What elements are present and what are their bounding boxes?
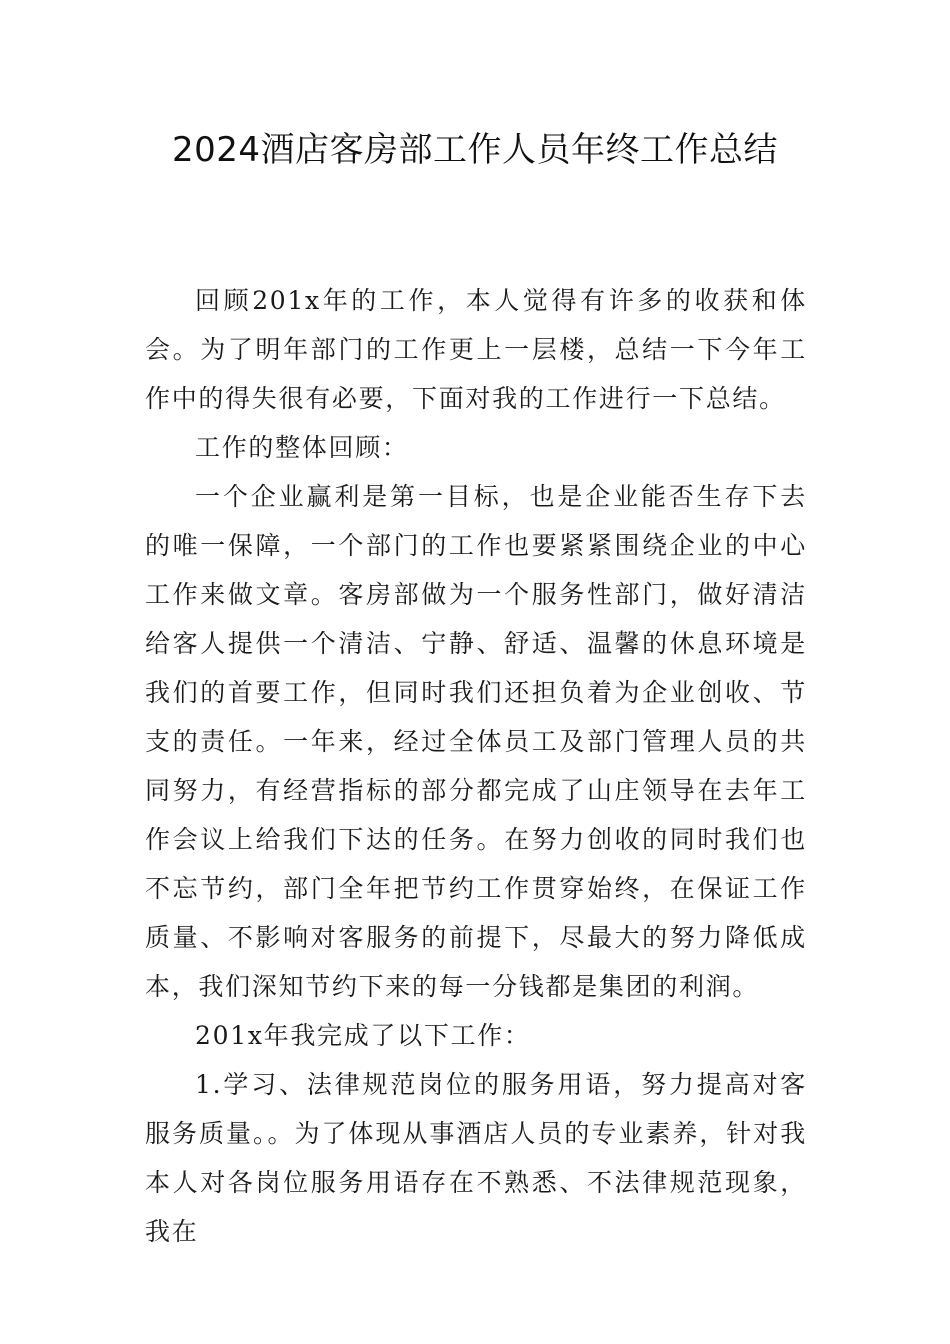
paragraph-item-1: 1.学习、法律规范岗位的服务用语，努力提高对客服务质量。。为了体现从事酒店人员的专业素养，针对我本人对各岗位服务用语存在不熟悉、不法律规范现象，我在 xyxy=(145,1070,807,1246)
paragraph-overall-review-heading: 工作的整体回顾： xyxy=(195,433,409,462)
paragraph-review-intro: 回顾201x年的工作，本人觉得有许多的收获和体会。为了明年部门的工作更上一层楼，总结一下今年工作中的得失很有必要，下面对我的工作进行一下总结。 xyxy=(145,286,807,413)
document-body xyxy=(145,276,807,1256)
paragraph-completed-work-heading: 201x年我完成了以下工作： xyxy=(195,1021,531,1050)
paragraph-overall-review: 一个企业赢利是第一目标，也是企业能否生存下去的唯一保障，一个部门的工作也要紧紧围绕企业的中心工作来做文章。客房部做为一个服务性部门，做好清洁给客人提供一个清洁、宁静、舒适、温馨的休息环境是我们的首要工作，但同时我们还担负着为企业创收、节支的责任。一年来，经过全体员工及部门管理人员的共同努力，有经营指标的部分都完成了山庄领导在去年工作会议上给我们下达的任务。在努力创收的同时我们也不忘节约，部门全年把节约工作贯穿始终，在保证工作质量、不影响对客服务的前提下，尽最大的努力降低成本，我们深知节约下来的每一分钱都是集团的利润。 xyxy=(145,482,807,1001)
document-title: 2024酒店客房部工作人员年终工作总结 xyxy=(171,130,779,170)
